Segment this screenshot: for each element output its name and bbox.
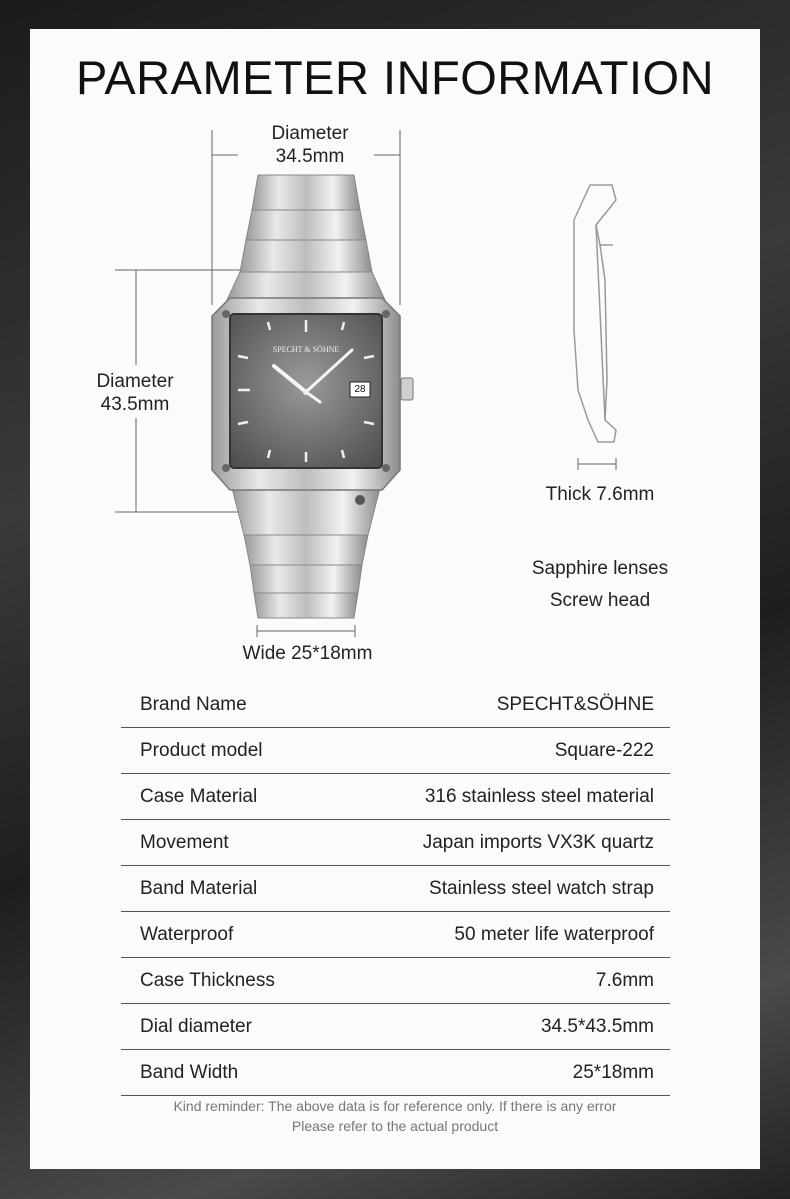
feature-screw-head: Screw head: [549, 590, 651, 611]
crown-icon: [401, 378, 413, 400]
dial-brand-text: SPECHT & SÖHNE: [272, 345, 340, 354]
spec-table: [121, 682, 670, 1096]
screw-icon: [382, 464, 390, 472]
table-row: [121, 728, 670, 774]
spec-label: Band Material: [140, 877, 258, 899]
side-diameter-value: 43.5mm: [100, 394, 170, 415]
bracelet-bottom: [232, 488, 380, 618]
bracelet-top: [227, 175, 385, 300]
spec-value: SPECHT&SÖHNE: [496, 693, 654, 715]
spec-value: 316 stainless steel material: [424, 785, 654, 807]
spec-label: Band Width: [140, 1061, 239, 1083]
spec-value: Japan imports VX3K quartz: [422, 831, 654, 853]
spec-value: Square-222: [554, 739, 654, 761]
watch-side-profile: [574, 185, 616, 442]
screw-icon: [382, 310, 390, 318]
top-diameter-label: Diameter: [271, 123, 349, 144]
table-row: [121, 1004, 670, 1050]
spec-label: Case Material: [140, 785, 258, 807]
side-diameter-label: Diameter: [96, 371, 174, 392]
watch-case: [212, 298, 413, 490]
table-row: [121, 912, 670, 958]
spec-label: Movement: [140, 831, 229, 853]
screw-icon: [222, 464, 230, 472]
width-label: Wide 25*18mm: [242, 643, 373, 664]
table-row: [121, 866, 670, 912]
reminder-note-2: Please refer to the actual product: [291, 1118, 499, 1134]
table-row: [121, 774, 670, 820]
reminder-note: Kind reminder: The above data is for reference only. If there is any error: [173, 1098, 617, 1114]
spec-value: Stainless steel watch strap: [429, 877, 654, 899]
feature-sapphire: Sapphire lenses: [531, 558, 669, 579]
spec-value: 7.6mm: [595, 969, 654, 991]
spec-label: Product model: [140, 739, 263, 761]
spec-label: Waterproof: [140, 923, 234, 945]
spec-value: 25*18mm: [572, 1061, 654, 1083]
screw-icon: [222, 310, 230, 318]
table-row: [121, 682, 670, 728]
thickness-label: Thick 7.6mm: [545, 484, 655, 505]
page-title: PARAMETER INFORMATION: [75, 51, 715, 104]
spec-value: 34.5*43.5mm: [540, 1015, 654, 1037]
spec-label: Dial diameter: [140, 1015, 252, 1037]
top-diameter-value: 34.5mm: [275, 146, 345, 167]
screw-head-icon: [355, 495, 365, 505]
table-row: [121, 1050, 670, 1096]
spec-label: Case Thickness: [140, 969, 275, 991]
spec-value: 50 meter life waterproof: [454, 923, 654, 945]
spec-label: Brand Name: [140, 693, 247, 715]
table-row: [121, 958, 670, 1004]
table-row: [121, 820, 670, 866]
date-number: 28: [354, 384, 366, 395]
